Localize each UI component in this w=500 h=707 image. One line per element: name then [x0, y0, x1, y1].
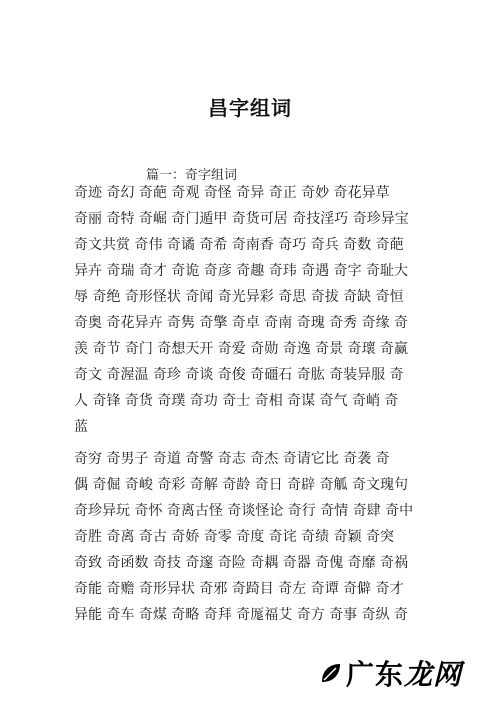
text-line: 奇致 奇函数 奇技 奇邃 奇险 奇耦 奇器 奇傀 奇靡 奇祸	[74, 555, 409, 571]
text-line: 辱 奇绝 奇形怪状 奇闻 奇光异彩 奇思 奇拔 奇缺 奇恒	[74, 289, 404, 305]
text-line: 奇穷 奇男子 奇道 奇警 奇志 奇杰 奇请它比 奇袭 奇	[74, 451, 390, 467]
text-line: 异能 奇车 奇煤 奇略 奇拜 奇厖福艾 奇方 奇事 奇纵 奇	[74, 607, 409, 623]
text-line: 奇文 奇渥温 奇珍 奇谈 奇俊 奇礓石 奇肱 奇装异服 奇	[74, 367, 404, 383]
text-line: 奇迹 奇幻 奇葩 奇观 奇怪 奇异 奇正 奇妙 奇花异草	[74, 185, 390, 201]
text-line: 奇丽 奇特 奇崛 奇门遁甲 奇货可居 奇技淫巧 奇珍异宝	[74, 211, 409, 227]
text-line: 奇能 奇赡 奇形异状 奇邪 奇踦目 奇左 奇谭 奇僻 奇才	[74, 581, 404, 597]
watermark-text-accent: 龙网	[403, 658, 462, 691]
text-line: 奇珍异玩 奇怀 奇离古怪 奇谈怪论 奇行 奇情 奇肆 奇中	[74, 503, 414, 519]
paragraph-1	[74, 180, 432, 440]
text-line: 偶 奇倔 奇峻 奇彩 奇解 奇龄 奇日 奇辟 奇觚 奇文瑰句	[74, 477, 409, 493]
text-line: 奇文共赏 奇伟 奇谲 奇希 奇南香 奇巧 奇兵 奇数 奇葩	[74, 237, 404, 253]
text-line: 奇胜 奇离 奇古 奇娇 奇零 奇度 奇诧 奇绩 奇颖 奇突	[74, 529, 395, 545]
text-line: 人 奇锋 奇货 奇璞 奇功 奇士 奇相 奇谋 奇气 奇峭 奇	[74, 393, 399, 409]
text-line: 蓝	[74, 419, 88, 435]
text-line: 奇奥 奇花异卉 奇隽 奇擎 奇卓 奇南 奇瑰 奇秀 奇缘 奇	[74, 315, 409, 331]
text-line: 异卉 奇瑞 奇才 奇诡 奇彦 奇趣 奇玮 奇遇 奇字 奇耻大	[74, 263, 409, 279]
site-watermark	[318, 653, 462, 693]
section-heading: 篇一：奇字组词	[146, 168, 238, 183]
watermark-text-main: 广东	[345, 658, 404, 691]
paragraph-2	[74, 446, 432, 628]
page-title: 昌字组词	[208, 96, 292, 120]
text-line: 羡 奇节 奇门 奇想天开 奇爱 奇勋 奇逸 奇景 奇瓌 奇赢	[74, 341, 409, 357]
leaf-logo-icon	[318, 660, 344, 686]
